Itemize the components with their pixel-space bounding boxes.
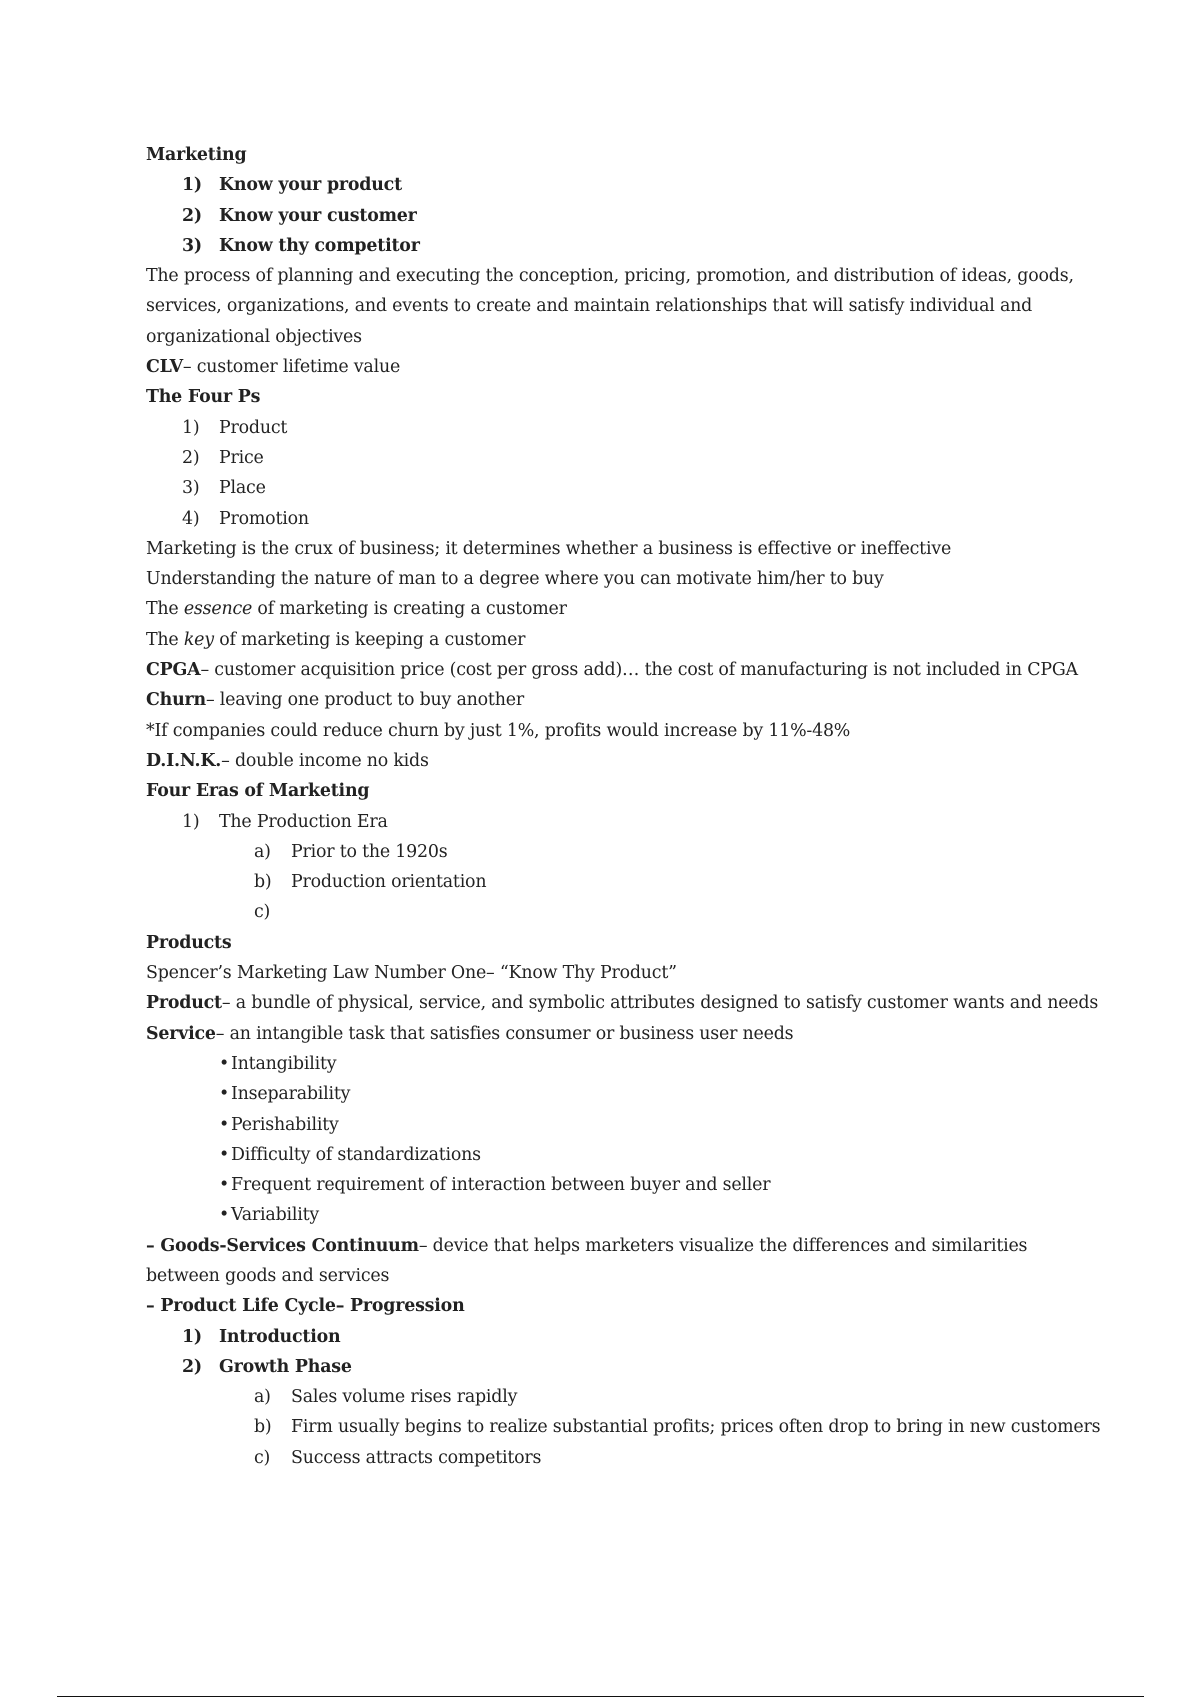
growth-item: a) Sales volume rises rapidly <box>254 1387 518 1408</box>
four-ps-item: 3) Place <box>182 478 266 499</box>
four-ps-item: 4) Promotion <box>182 508 309 529</box>
document-page <box>146 140 1101 1473</box>
four-ps-item: 1) Product <box>182 417 288 438</box>
footer-rule <box>57 1696 1144 1697</box>
service-trait: • Inseparability <box>146 1079 1086 1109</box>
growth-item: b) Firm usually begins to realize substantial profits; prices often drop to bring in new customers <box>254 1417 1101 1438</box>
service-trait: • Variability <box>146 1200 1086 1230</box>
cpga-definition: CPGA– customer acquisition price (cost per gross add)… the cost of manufacturing is not included in CPGA <box>146 660 1078 681</box>
bullet-icon: • <box>219 1053 230 1074</box>
service-trait: • Frequent requirement of interaction between buyer and seller <box>146 1170 1086 1200</box>
bullet-icon: • <box>219 1084 230 1105</box>
service-trait: • Perishability <box>146 1110 1086 1140</box>
spencer-law: Spencer’s Marketing Law Number One– “Know Thy Product” <box>146 963 677 984</box>
four-ps-item: 2) Price <box>182 447 264 468</box>
service-trait: • Intangibility <box>146 1049 1086 1079</box>
marketing-heading: Marketing <box>146 145 247 165</box>
note-essence: The essence of marketing is creating a customer <box>146 599 567 620</box>
marketing-definition: The process of planning and executing the conception, pricing, promotion, and distribution of ideas, goods, services, organizations, and events to create and maintain relationships that will satisfy individual and organizational objectives <box>146 266 1074 347</box>
era-subitem: a) Prior to the 1920s <box>254 841 448 862</box>
bullet-icon: • <box>219 1144 230 1165</box>
plc-heading: – Product Life Cycle– Progression <box>146 1296 465 1317</box>
marketing-rule-2: 2) Know your customer <box>182 205 417 226</box>
eras-heading: Four Eras of Marketing <box>146 781 370 802</box>
service-definition: Service– an intangible task that satisfies consumer or business user needs <box>146 1023 794 1044</box>
product-definition: Product– a bundle of physical, service, and symbolic attributes designed to satisfy customer wants and needs <box>146 993 1099 1014</box>
service-trait: • Difficulty of standardizations <box>146 1140 1086 1170</box>
marketing-rule-1: 1) Know your product <box>182 175 402 196</box>
clv-definition: CLV– customer lifetime value <box>146 357 401 378</box>
era-subitem: c) <box>254 902 271 923</box>
plc-stage: 2) Growth Phase <box>182 1356 352 1377</box>
note-nature: Understanding the nature of man to a degree where you can motivate him/her to buy <box>146 569 884 590</box>
products-heading: Products <box>146 932 232 953</box>
churn-definition: Churn– leaving one product to buy another <box>146 690 524 711</box>
plc-stage: 1) Introduction <box>182 1326 341 1347</box>
bullet-icon: • <box>219 1205 230 1226</box>
note-crux: Marketing is the crux of business; it determines whether a business is effective or ineffective <box>146 538 952 559</box>
bullet-icon: • <box>219 1114 230 1135</box>
goods-services-continuum: – Goods-Services Continuum– device that helps marketers visualize the differences and similarities between goods and services <box>146 1235 1028 1286</box>
era-item: 1) The Production Era <box>182 811 388 832</box>
note-key: The key of marketing is keeping a customer <box>146 629 526 650</box>
dink-definition: D.I.N.K.– double income no kids <box>146 750 429 771</box>
four-ps-heading: The Four Ps <box>146 387 261 408</box>
churn-note: *If companies could reduce churn by just 1%, profits would increase by 11%-48% <box>146 720 851 741</box>
era-subitem: b) Production orientation <box>254 872 487 893</box>
growth-item: c) Success attracts competitors <box>254 1447 542 1468</box>
bullet-icon: • <box>219 1175 230 1196</box>
marketing-rule-3: 3) Know thy competitor <box>182 235 420 256</box>
